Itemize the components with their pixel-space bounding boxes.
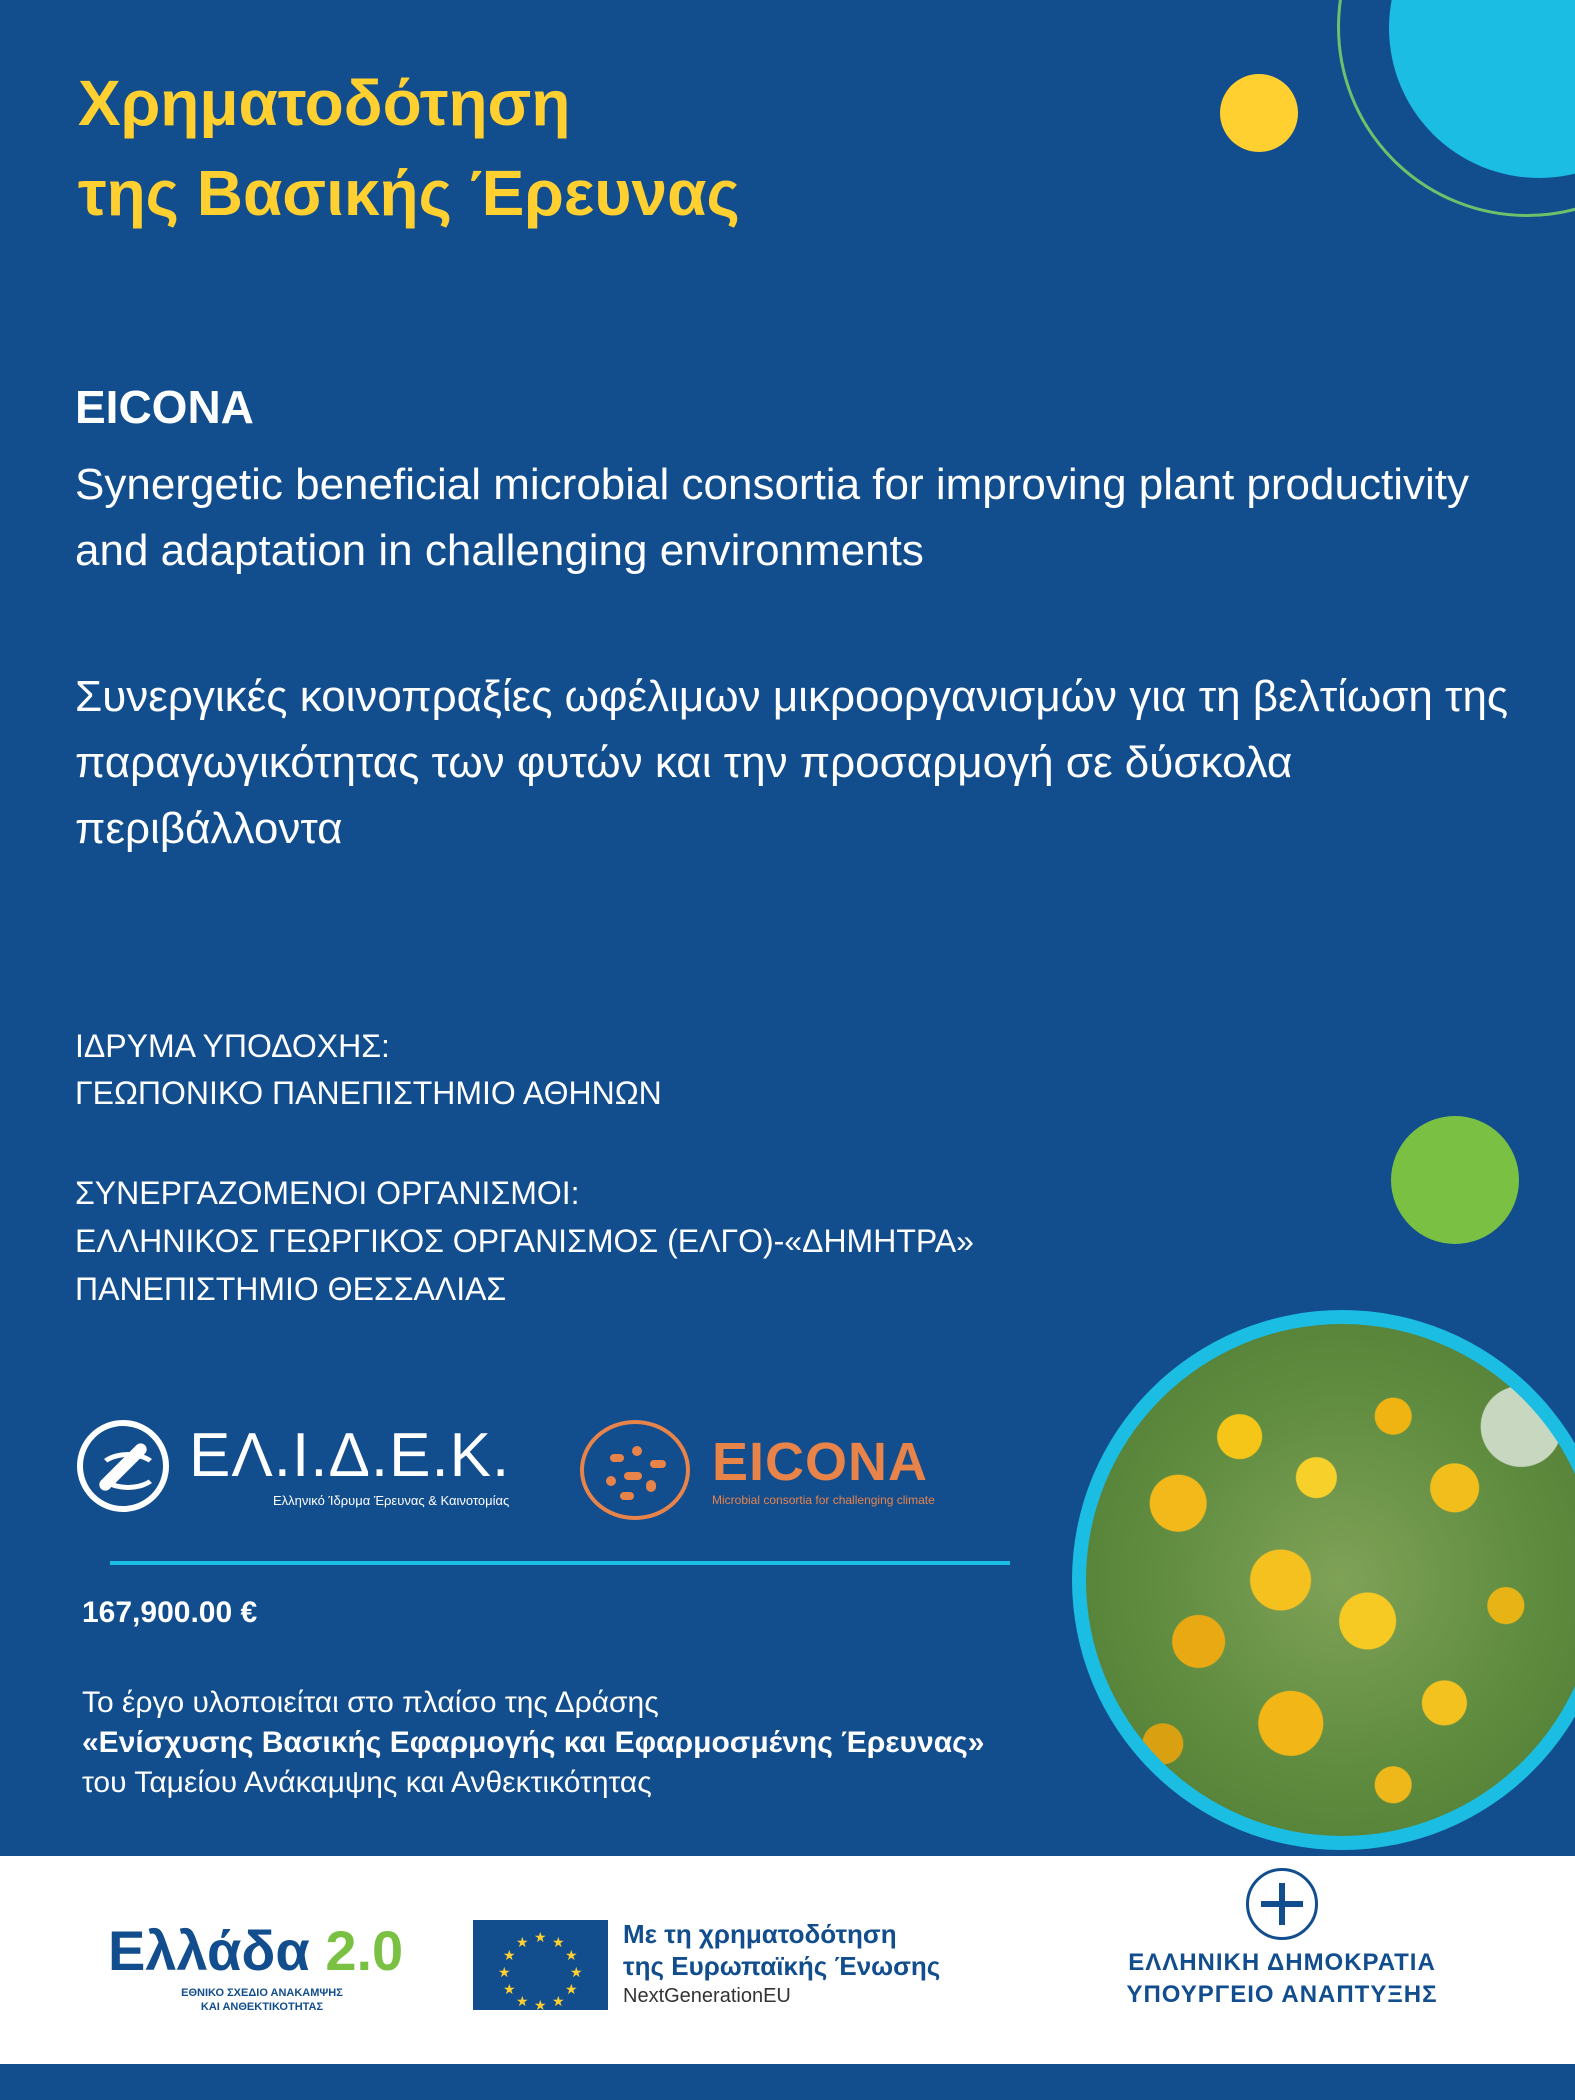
eicona-logo bbox=[580, 1420, 1000, 1520]
host-institution-label: ΙΔΡΥΜΑ ΥΠΟΔΟΧΗΣ: bbox=[75, 1028, 390, 1064]
greece-2-0-subtitle: ΕΘΝΙΚΟ ΣΧΕΔΙΟ ΑΝΑΚΑΜΨΗΣ ΚΑΙ ΑΝΘΕΚΤΙΚΟΤΗΤΑΣ bbox=[181, 1987, 343, 2013]
ellada-word: Ελλάδα bbox=[108, 1919, 310, 1982]
elidek-logo bbox=[77, 1420, 511, 1515]
ministry-label: ΥΠΟΥΡΓΕΙΟ ΑΝΑΠΤΥΞΗΣ bbox=[1126, 1981, 1438, 2008]
footer-bottom-bar bbox=[0, 2064, 1575, 2100]
eicona-logo-name: EICONA bbox=[712, 1432, 929, 1492]
project-title-english: Synergetic beneficial microbial consortia for improving plant productivity and adaptation in challenging environments bbox=[75, 460, 1469, 575]
funding-action-text bbox=[82, 1683, 1022, 1803]
flowering-plant-photo bbox=[1086, 1324, 1575, 1836]
divider bbox=[110, 1561, 1010, 1565]
greek-crest-icon bbox=[1246, 1868, 1318, 1940]
eu-funding-line-2: της Ευρωπαϊκής Ένωσης bbox=[623, 1951, 941, 1981]
eu-funding-line-3: NextGenerationEU bbox=[623, 1985, 791, 2007]
project-title-greek: Συνεργικές κοινοπραξίες ωφέλιμων μικροοργανισμών για τη βελτίωση της παραγωγικότητας των φυτών και την προσαρμογή σε δύσκολα περιβάλλοντα bbox=[75, 672, 1509, 853]
elidek-logo-name: ΕΛ.Ι.Δ.Ε.Κ. bbox=[189, 1421, 511, 1490]
action-text-prefix: Το έργο υλοποιείται στο πλαίσο της Δράσης bbox=[82, 1686, 659, 1719]
action-name: «Ενίσχυσης Βασικής Εφαρμογής και Εφαρμοσμένης Έρευνας» bbox=[82, 1726, 985, 1759]
decorative-green-circle bbox=[1391, 1116, 1519, 1244]
decorative-yellow-circle bbox=[1220, 74, 1298, 152]
eicona-logo-subtitle: Microbial consortia for challenging climate bbox=[712, 1493, 935, 1507]
greece-2-0-logo bbox=[108, 1918, 448, 2028]
action-text-suffix: του Ταμείου Ανάκαμψης και Ανθεκτικότητας bbox=[82, 1766, 652, 1799]
collaborator-item: ΕΛΛΗΝΙΚΟΣ ΓΕΩΡΓΙΚΟΣ ΟΡΓΑΝΙΣΜΟΣ (ΕΛΓΟ)-«ΔΗΜΗΤΡΑ» bbox=[75, 1223, 974, 1259]
page-title: Χρηματοδότηση της Βασικής Έρευνας bbox=[78, 67, 740, 229]
ellada-version: 2.0 bbox=[325, 1919, 404, 1982]
eu-flag-icon: ★ ★ ★ ★ ★ ★ ★ ★ ★ ★ ★ ★ bbox=[473, 1920, 608, 2010]
collaborator-item: ΠΑΝΕΠΙΣΤΗΜΙΟ ΘΕΣΣΑΛΙΑΣ bbox=[75, 1271, 507, 1307]
eu-funding-line-1: Με τη χρηματοδότηση bbox=[623, 1919, 897, 1949]
microbe-icon bbox=[580, 1420, 690, 1520]
greece-2-0-wordmark bbox=[108, 1918, 403, 1984]
project-acronym: EICONA bbox=[75, 381, 254, 433]
funding-amount: 167,900.00 € bbox=[82, 1596, 258, 1629]
elidek-logo-subtitle: Ελληνικό Ίδρυμα Έρευνας & Καινοτομίας bbox=[273, 1493, 510, 1508]
host-institution-name: ΓΕΩΠΟΝΙΚΟ ΠΑΝΕΠΙΣΤΗΜΙΟ ΑΘΗΝΩΝ bbox=[75, 1075, 662, 1111]
hellenic-republic-label: ΕΛΛΗΝΙΚΗ ΔΗΜΟΚΡΑΤΙΑ bbox=[1128, 1949, 1436, 1976]
collaborators-label: ΣΥΝΕΡΓΑΖΟΜΕΝΟΙ ΟΡΓΑΝΙΣΜΟΙ: bbox=[75, 1175, 580, 1211]
elidek-emblem-icon bbox=[77, 1420, 169, 1512]
